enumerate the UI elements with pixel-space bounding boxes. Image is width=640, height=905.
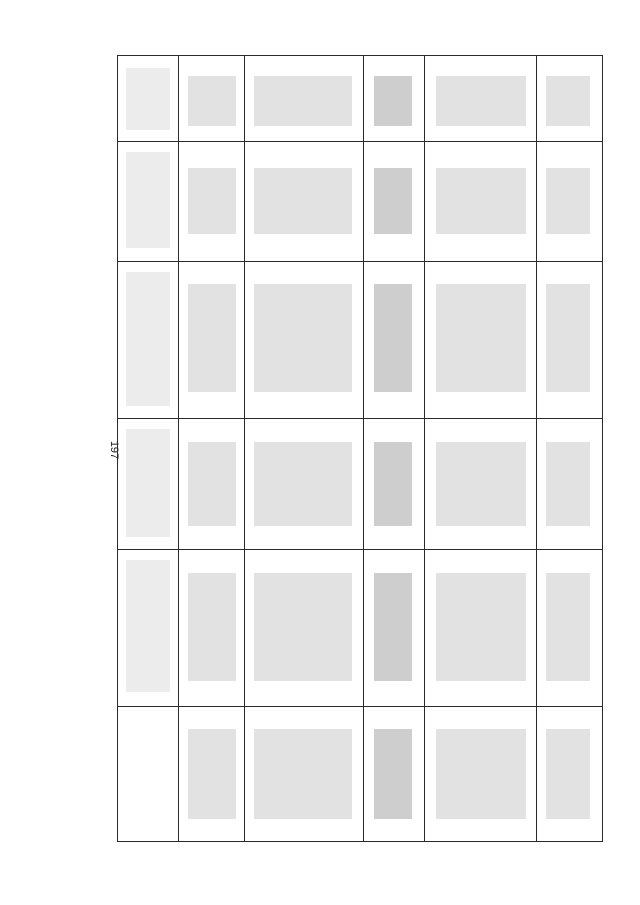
header-cell-placeholder (126, 272, 170, 406)
row-divider (118, 141, 602, 142)
document-table (117, 55, 603, 842)
cell-placeholder (374, 168, 412, 234)
cell-placeholder (254, 284, 352, 392)
column-divider (178, 56, 179, 841)
cell-placeholder (254, 442, 352, 526)
cell-placeholder (374, 442, 412, 526)
cell-placeholder (188, 76, 236, 126)
cell-placeholder (374, 729, 412, 819)
cell-placeholder (254, 729, 352, 819)
cell-placeholder (188, 729, 236, 819)
column-divider (424, 56, 425, 841)
cell-placeholder (188, 284, 236, 392)
cell-placeholder (546, 284, 590, 392)
header-cell-placeholder (126, 152, 170, 248)
cell-placeholder (546, 168, 590, 234)
cell-placeholder (374, 76, 412, 126)
cell-placeholder (188, 573, 236, 681)
row-divider (118, 261, 602, 262)
header-cell-placeholder (126, 560, 170, 692)
cell-placeholder (254, 573, 352, 681)
cell-placeholder (436, 729, 526, 819)
cell-placeholder (546, 729, 590, 819)
row-divider (118, 549, 602, 550)
cell-placeholder (436, 442, 526, 526)
cell-placeholder (254, 76, 352, 126)
column-divider (244, 56, 245, 841)
cell-placeholder (436, 168, 526, 234)
cell-placeholder (188, 168, 236, 234)
column-divider (363, 56, 364, 841)
cell-placeholder (254, 168, 352, 234)
cell-placeholder (188, 442, 236, 526)
cell-placeholder (436, 573, 526, 681)
cell-placeholder (374, 284, 412, 392)
header-cell-placeholder (126, 68, 170, 130)
cell-placeholder (546, 442, 590, 526)
cell-placeholder (546, 76, 590, 126)
cell-placeholder (546, 573, 590, 681)
cell-placeholder (436, 284, 526, 392)
header-cell-placeholder (126, 429, 170, 537)
cell-placeholder (436, 76, 526, 126)
row-divider (118, 418, 602, 419)
page-number: 197 (108, 440, 120, 460)
column-divider (536, 56, 537, 841)
row-divider (118, 706, 602, 707)
cell-placeholder (374, 573, 412, 681)
